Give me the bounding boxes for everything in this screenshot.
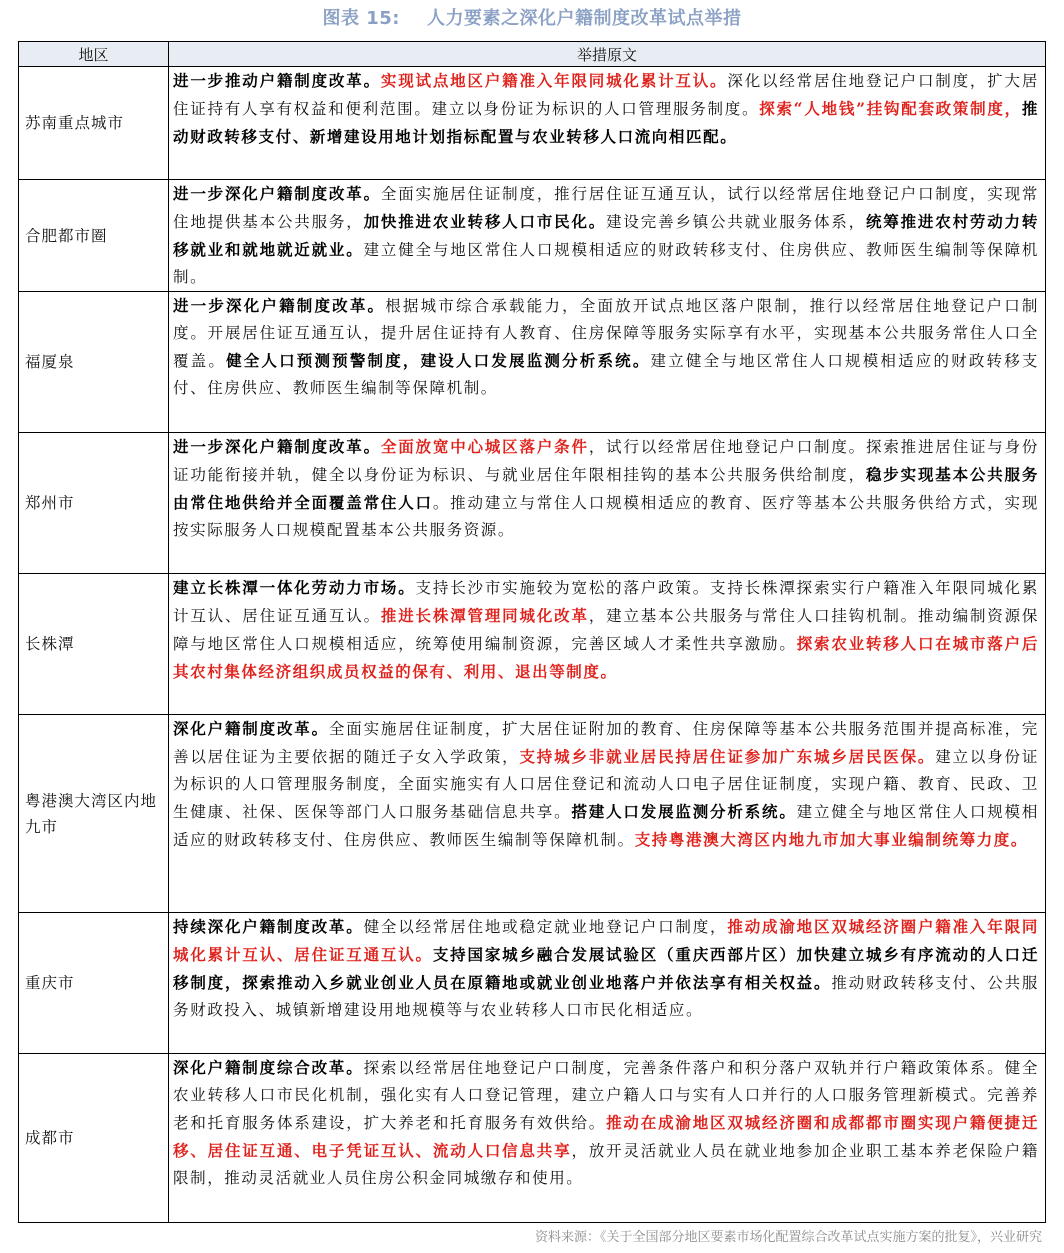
highlight-text-red: 全面放宽中心城区落户条件 bbox=[380, 437, 589, 456]
table-row bbox=[19, 1054, 1046, 1223]
table-row bbox=[19, 180, 1046, 292]
measures-cell bbox=[169, 574, 1046, 715]
measure-text: 。推动建立与常住人口规模相适应的教育、医疗等基本公共服务供给方式，实现按实际服务人口规模配置基本公共服务资源。 bbox=[173, 494, 1039, 539]
highlight-text-red: 实现试点地区户籍准入年限同城化累计互认。 bbox=[380, 71, 728, 90]
region-cell: 重庆市 bbox=[19, 913, 169, 1054]
table-row bbox=[19, 67, 1046, 180]
measure-text: 全面实施居住证制度，扩大居住证附加的教育、住房保障等基本公共服务范围并提高标准，完善以居住证为主要依据的随迁子女入学政策， bbox=[173, 720, 1039, 766]
figure-title: 图表 15: 人力要素之深化户籍制度改革试点举措 bbox=[322, 8, 742, 29]
table-row bbox=[19, 715, 1046, 913]
measures-cell bbox=[169, 715, 1046, 913]
header-region: 地区 bbox=[19, 42, 169, 67]
highlight-text-red: 推动在成渝地区双城经济圈和成都都市圈实现户籍便捷迁移、居住证互通、电子凭证互认、流动人口信息共享 bbox=[173, 1113, 1039, 1160]
highlight-text-bold: 进一步深化户籍制度改革。 bbox=[173, 437, 381, 456]
measure-text: 深化以经常居住地登记户口制度，扩大居住证持有人享有权益和便利范围。建立以身份证为标识的人口管理服务制度。 bbox=[173, 72, 1039, 118]
measure-text: 建设完善乡镇公共就业服务体系， bbox=[606, 213, 866, 231]
measure-text: 根据城市综合承载能力，全面放开试点地区落户限制，推行以经常居住地登记户口制度。开展居住证互通互认，提升居住证持有人教育、住房保障等服务实际享有水平，实现基本公共服务常住人口全覆盖。 bbox=[173, 297, 1040, 370]
table-header-row bbox=[19, 42, 1046, 67]
highlight-text-bold: 持续深化户籍制度改革。 bbox=[173, 917, 364, 936]
highlight-text-bold: 推动财政转移支付、新增建设用地计划指标配置与农业转移人口流向相匹配。 bbox=[173, 99, 1039, 146]
measures-table-container bbox=[18, 41, 1045, 1223]
measure-text: 全面实施居住证制度，推行居住证互通互认，试行以经常居住地登记户口制度，实现常住地提供基本公共服务， bbox=[173, 185, 1040, 231]
measure-text: 探索以经常居住地登记户口制度，完善条件落户和积分落户双轨并行户籍政策体系。健全农业转移人口市民化机制，强化实有人口登记管理，建立户籍人口与实有人口并行的人口服务管理新模式。完善养老和托育服务体系建设，扩大养老和托育服务有效供给。 bbox=[173, 1059, 1039, 1132]
highlight-text-bold: 健全人口预测预警制度，建设人口发展监测分析系统。 bbox=[226, 351, 651, 370]
table-row bbox=[19, 574, 1046, 715]
header-measures: 举措原文 bbox=[169, 42, 1046, 67]
measure-text: ，试行以经常居住地登记户口制度。探索推进居住证与身份证功能衔接并轨，健全以身份证为标识、与就业居住年限相挂钩的基本公共服务供给制度， bbox=[173, 438, 1040, 484]
highlight-text-bold: 搭建人口发展监测分析系统。 bbox=[571, 802, 797, 821]
measures-cell bbox=[169, 67, 1046, 180]
measure-text: ，建立基本公共服务与常住人口挂钩机制。推动编制资源保障与地区常住人口规模相适应，统筹使用编制资源，完善区域人才柔性共享激励。 bbox=[173, 607, 1040, 653]
measures-cell bbox=[169, 913, 1046, 1054]
highlight-text-bold: 进一步深化户籍制度改革。 bbox=[173, 184, 381, 203]
table-row bbox=[19, 913, 1046, 1054]
highlight-text-bold: 建立长株潭一体化劳动力市场。 bbox=[173, 578, 416, 597]
table-row bbox=[19, 292, 1046, 433]
measure-text: 建立健全与地区常住人口规模相适应的财政转移支付、住房供应、教师医生编制等保障机制。 bbox=[173, 803, 1039, 849]
measure-text: 建立健全与地区常住人口规模相适应的财政转移支付、住房供应、教师医生编制等保障机制。 bbox=[173, 352, 1040, 397]
measure-text: 建立健全与地区常住人口规模相适应的财政转移支付、住房供应、教师医生编制等保障机制。 bbox=[173, 241, 1039, 286]
highlight-text-bold: 加快推进农业转移人口市民化。 bbox=[363, 212, 607, 231]
region-cell: 粤港澳大湾区内地九市 bbox=[19, 715, 169, 913]
highlight-text-red: 探索农业转移人口在城市落户后其农村集体经济组织成员权益的保有、利用、退出等制度。 bbox=[173, 634, 1040, 681]
highlight-text-red: 探索“人地钱”挂钩配套政策制度， bbox=[759, 99, 1022, 118]
region-cell: 长株潭 bbox=[19, 574, 169, 715]
measures-table bbox=[18, 41, 1046, 1223]
region-cell: 苏南重点城市 bbox=[19, 67, 169, 180]
highlight-text-bold: 支持国家城乡融合发展试验区（重庆西部片区）加快建立城乡有序流动的人口迁移制度，探索推动入乡就业创业人员在原籍地或就业创业地落户并依法享有相关权益。 bbox=[173, 945, 1039, 992]
highlight-text-red: 推进长株潭管理同城化改革 bbox=[380, 606, 589, 625]
measure-text: ，放开灵活就业人员在就业地参加企业职工基本养老保险户籍限制，推动灵活就业人员住房公积金同城缴存和使用。 bbox=[173, 1142, 1039, 1187]
measure-text: 健全以经常居住地或稳定就业地登记户口制度， bbox=[363, 918, 728, 936]
measures-cell bbox=[169, 292, 1046, 433]
measure-text: 建立以身份证为标识的人口管理服务制度，全面实施实有人口居住登记和流动人口电子居住证制度，实现户籍、教育、民政、卫生健康、社保、医保等部门人口服务基础信息共享。 bbox=[173, 748, 1039, 821]
highlight-text-bold: 进一步推动户籍制度改革。 bbox=[173, 71, 381, 90]
measures-cell bbox=[169, 433, 1046, 574]
region-cell: 成都市 bbox=[19, 1054, 169, 1223]
region-cell: 福厦泉 bbox=[19, 292, 169, 433]
table-row bbox=[19, 433, 1046, 574]
highlight-text-bold: 深化户籍制度综合改革。 bbox=[173, 1058, 364, 1077]
region-cell: 郑州市 bbox=[19, 433, 169, 574]
highlight-text-red: 支持粤港澳大湾区内地九市加大事业编制统筹力度。 bbox=[634, 830, 1029, 849]
region-cell: 合肥都市圈 bbox=[19, 180, 169, 292]
highlight-text-bold: 深化户籍制度改革。 bbox=[173, 719, 329, 738]
highlight-text-red: 推动成渝地区双城经济圈户籍准入年限同城化累计互认、居住证互通互认。 bbox=[173, 917, 1039, 964]
measures-cell bbox=[169, 180, 1046, 292]
source-note: 资料来源：《关于全国部分地区要素市场化配置综合改革试点实施方案的批复》，兴业研究 bbox=[534, 1230, 1042, 1245]
highlight-text-bold: 稳步实现基本公共服务由常住地供给并全面覆盖常住人口 bbox=[173, 465, 1039, 512]
measure-text: 推动财政转移支付、公共服务财政投入、城镇新增建设用地规模等与农业转移人口市民化相适应。 bbox=[173, 974, 1039, 1019]
highlight-text-bold: 进一步深化户籍制度改革。 bbox=[173, 296, 386, 315]
measures-cell bbox=[169, 1054, 1046, 1223]
highlight-text-red: 支持城乡非就业居民持居住证参加广东城乡居民医保。 bbox=[519, 747, 936, 766]
measure-text: 支持长沙市实施较为宽松的落户政策。支持长株潭探索实行户籍准入年限同城化累计互认、居住证互通互认。 bbox=[173, 579, 1039, 625]
highlight-text-bold: 统筹推进农村劳动力转移就业和就地就近就业。 bbox=[173, 212, 1039, 259]
